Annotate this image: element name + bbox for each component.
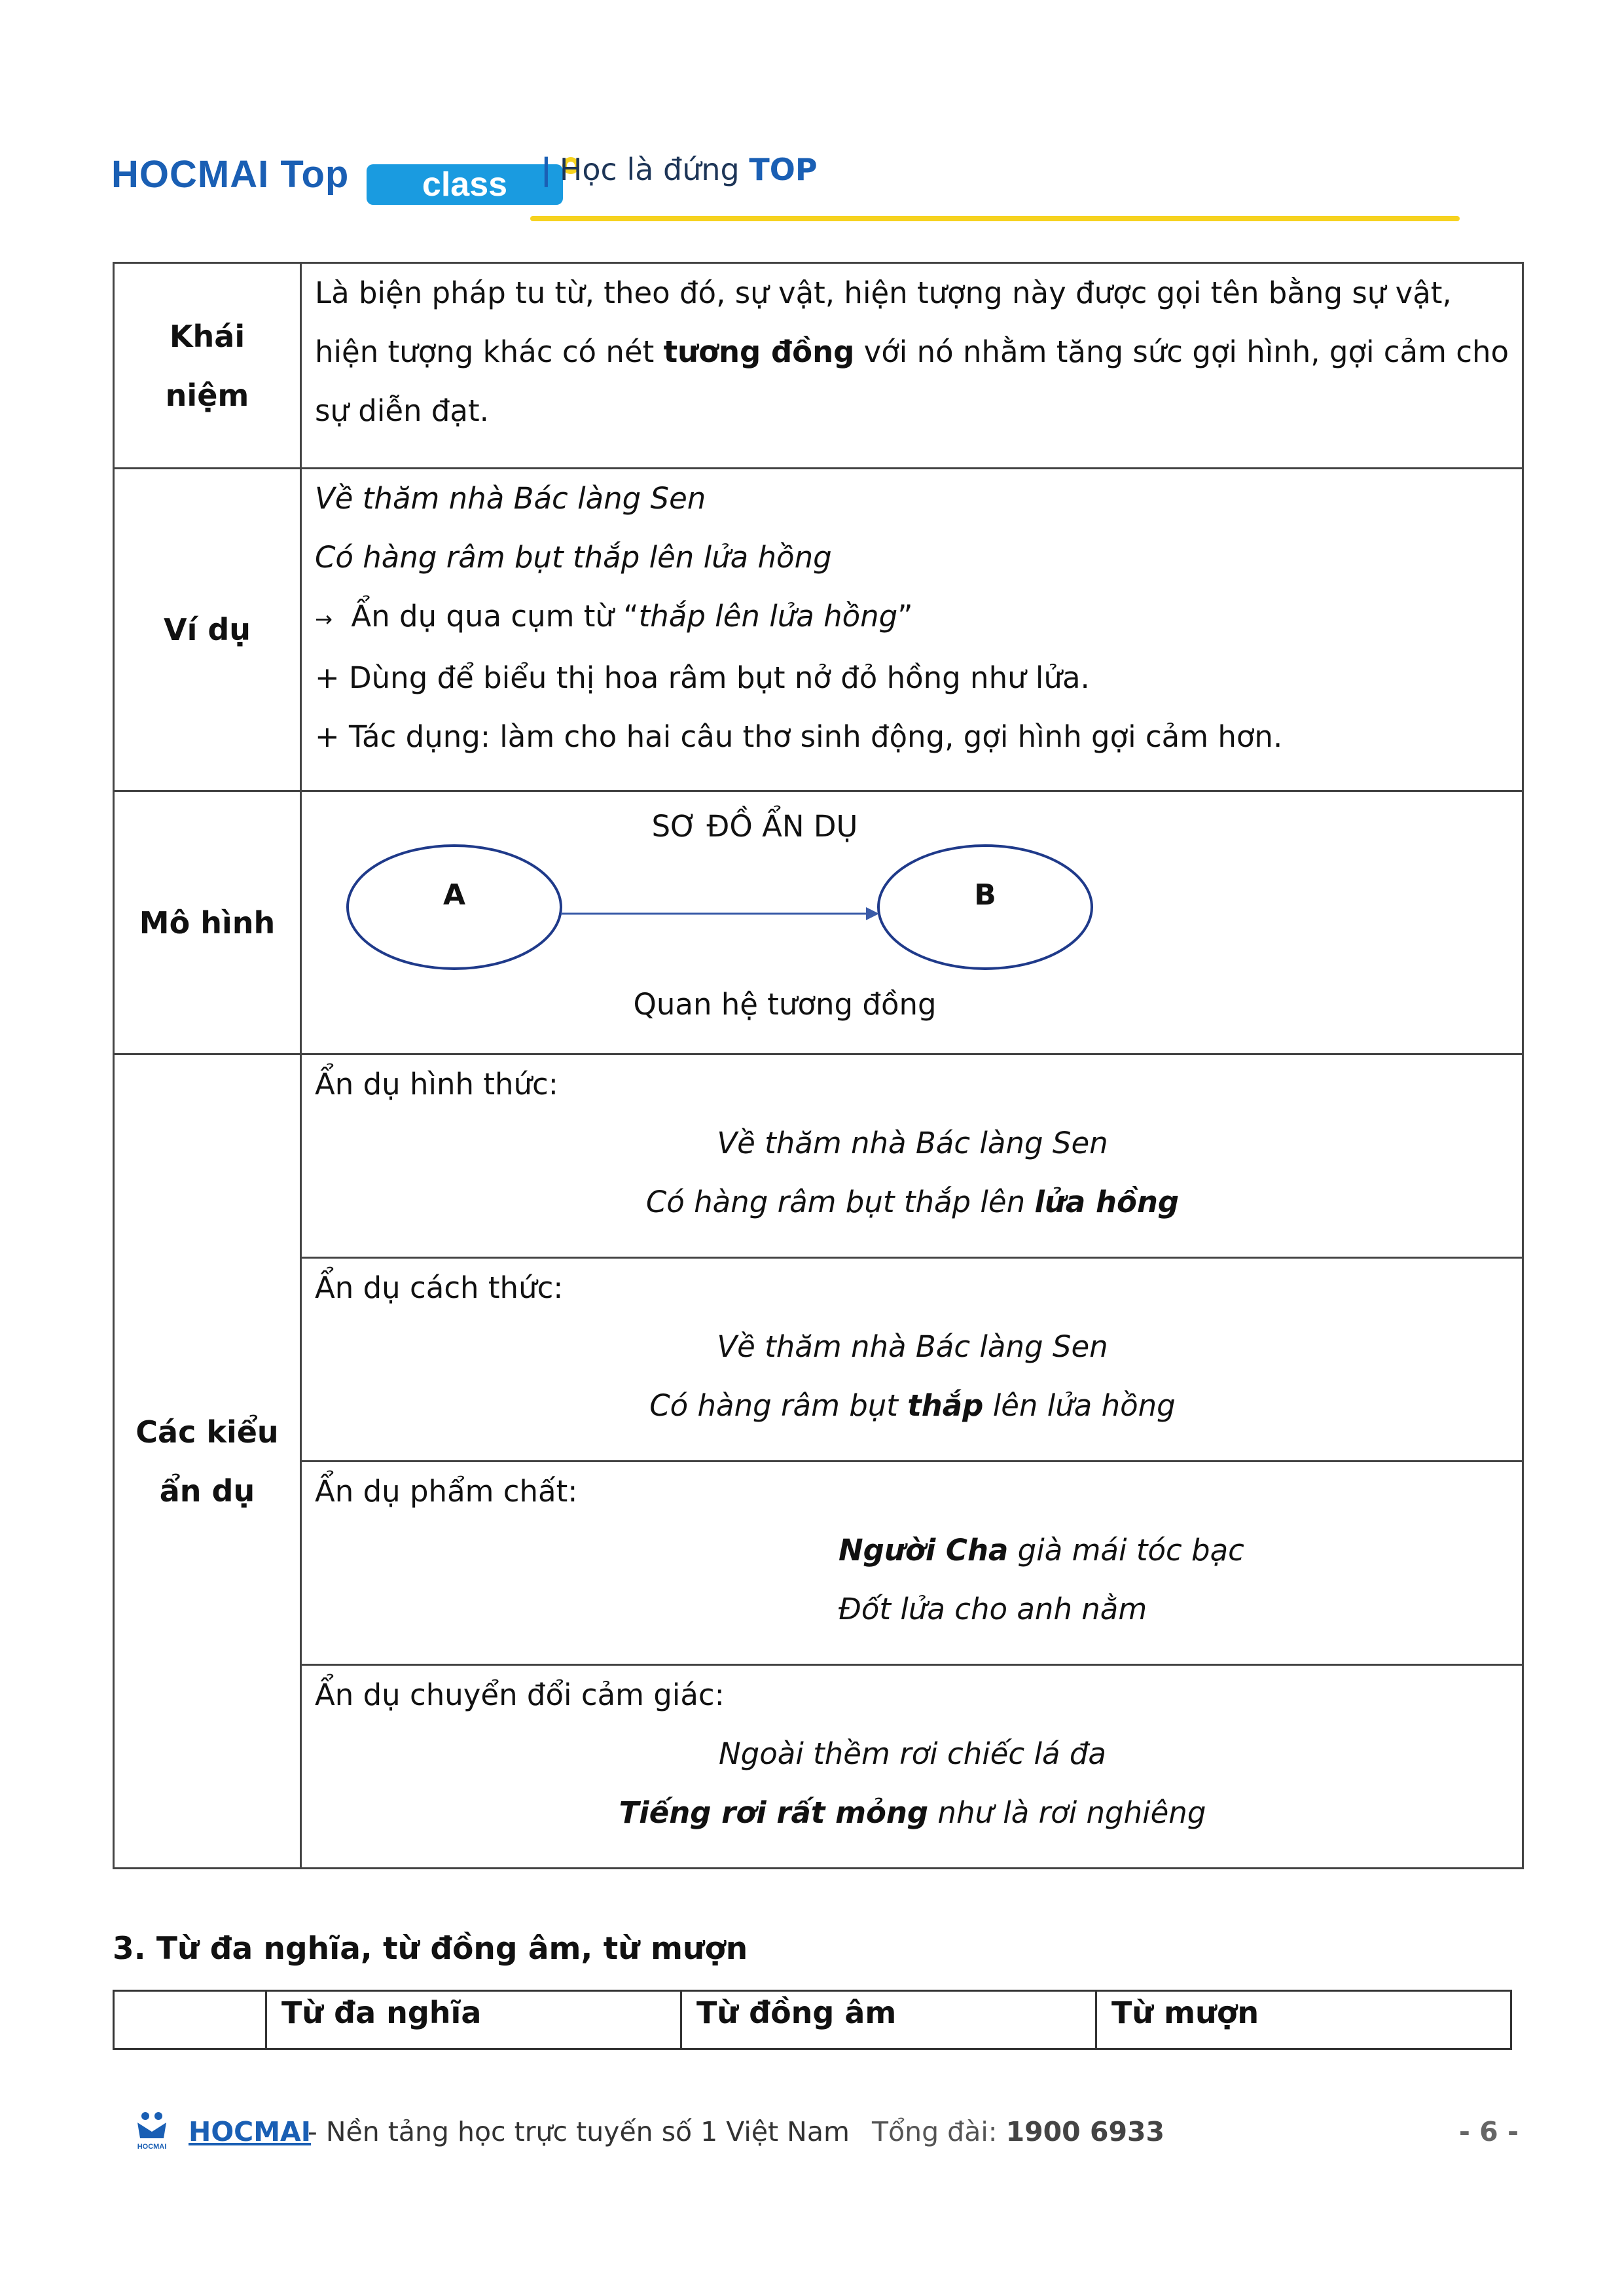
header-underline (530, 216, 1460, 221)
footer-icon-text: HOCMAI (137, 2143, 167, 2151)
concept-text: Là biện pháp tu từ, theo đó, sự vật, hiện tượng này được gọi tên bằng sự vật, hiện tượng khác có nét tương đồng với nó nhằm tăng sức gợi hình, gợi cảm cho sự diễn đạt. (315, 276, 1509, 428)
tagline-divider: | (541, 152, 552, 187)
label-model: Mô hình (114, 791, 301, 1054)
type-method-line2: Có hàng râm bụt thắp lên lửa hồng (649, 1388, 1176, 1423)
label-concept: Khái niệm (114, 263, 301, 469)
hocmai-topclass-logo (111, 141, 508, 206)
footer-description: - Nền tảng học trực tuyến số 1 Việt Nam (308, 2116, 850, 2147)
word-types-table (113, 1990, 1512, 2050)
header-tagline (541, 152, 818, 187)
word-types-header-row (114, 1991, 1511, 2049)
type-sense-line2: Tiếng rơi rất mỏng như là rơi nghiêng (619, 1795, 1206, 1830)
type-sense-line1: Ngoài thềm rơi chiếc lá đa (719, 1736, 1106, 1771)
hocmai-footer-icon (131, 2109, 173, 2151)
cell-type-form (301, 1054, 1523, 1258)
metaphor-table (113, 262, 1524, 1869)
row-types-form (114, 1054, 1523, 1258)
cell-model (301, 791, 1523, 1054)
type-quality-line2: Đốt lửa cho anh nằm (839, 1592, 1147, 1626)
logo-brand-text: HOCMAI Top (111, 153, 350, 196)
example-line2: Có hàng râm bụt thắp lên lửa hồng (315, 540, 832, 575)
cell-type-method (301, 1258, 1523, 1462)
type-form-title: Ẩn dụ hình thức: (315, 1067, 558, 1102)
node-a-label: A (442, 878, 466, 912)
example-line4: + Dùng để biểu thị hoa râm bụt nở đỏ hồng như lửa. (315, 660, 1090, 695)
header-polysemy: Từ đa nghĩa (266, 1991, 681, 2049)
class-badge-text: class (422, 166, 508, 204)
header-loanword: Từ mượn (1096, 1991, 1511, 2049)
header-cell-empty (114, 1991, 266, 2049)
page-number: - 6 - (1458, 2116, 1519, 2147)
tagline-emphasis: TOP (749, 152, 818, 187)
relation-arrowhead (866, 907, 879, 920)
relation-label: Quan hệ tương đồng (633, 987, 937, 1022)
row-example (114, 469, 1523, 791)
cell-example (301, 469, 1523, 791)
hotline-number: 1900 6933 (1005, 2116, 1165, 2147)
example-line1: Về thăm nhà Bác làng Sen (315, 481, 706, 516)
row-types-method (114, 1258, 1523, 1462)
footer-hotline: Tổng đài: 1900 6933 (872, 2116, 1165, 2147)
type-form-line1: Về thăm nhà Bác làng Sen (717, 1126, 1108, 1160)
example-line3: → Ẩn dụ qua cụm từ “thắp lên lửa hồng” (315, 599, 913, 634)
hocmai-link[interactable]: HOCMAI (189, 2116, 312, 2147)
type-method-line1: Về thăm nhà Bác làng Sen (717, 1329, 1108, 1364)
type-sense-title: Ẩn dụ chuyển đổi cảm giác: (315, 1677, 725, 1712)
arrow-icon: → (315, 607, 333, 632)
type-quality-line1: Người Cha già mái tóc bạc (839, 1533, 1244, 1568)
tagline-text: Học là đứng (559, 152, 749, 187)
section-3-title: 3. Từ đa nghĩa, từ đồng âm, từ mượn (113, 1931, 748, 1967)
row-types-quality (114, 1462, 1523, 1665)
node-b-label: B (974, 878, 996, 912)
label-types: Các kiểu ẩn dụ (114, 1054, 301, 1869)
footer (131, 2109, 1519, 2162)
type-quality-title: Ẩn dụ phẩm chất: (315, 1474, 578, 1509)
label-example: Ví dụ (114, 469, 301, 791)
cell-concept (301, 263, 1523, 469)
metaphor-diagram (302, 792, 1525, 1051)
type-method-title: Ẩn dụ cách thức: (315, 1270, 564, 1305)
header-homonym: Từ đồng âm (681, 1991, 1096, 2049)
row-concept (114, 263, 1523, 469)
diagram-title: SƠ ĐỒ ẨN DỤ (651, 809, 858, 844)
cell-type-sense (301, 1665, 1523, 1869)
row-model (114, 791, 1523, 1054)
row-types-sense (114, 1665, 1523, 1869)
type-form-line2: Có hàng râm bụt thắp lên lửa hồng (645, 1185, 1180, 1219)
example-line5: + Tác dụng: làm cho hai câu thơ sinh động, gợi hình gợi cảm hơn. (315, 719, 1283, 754)
cell-type-quality (301, 1462, 1523, 1665)
